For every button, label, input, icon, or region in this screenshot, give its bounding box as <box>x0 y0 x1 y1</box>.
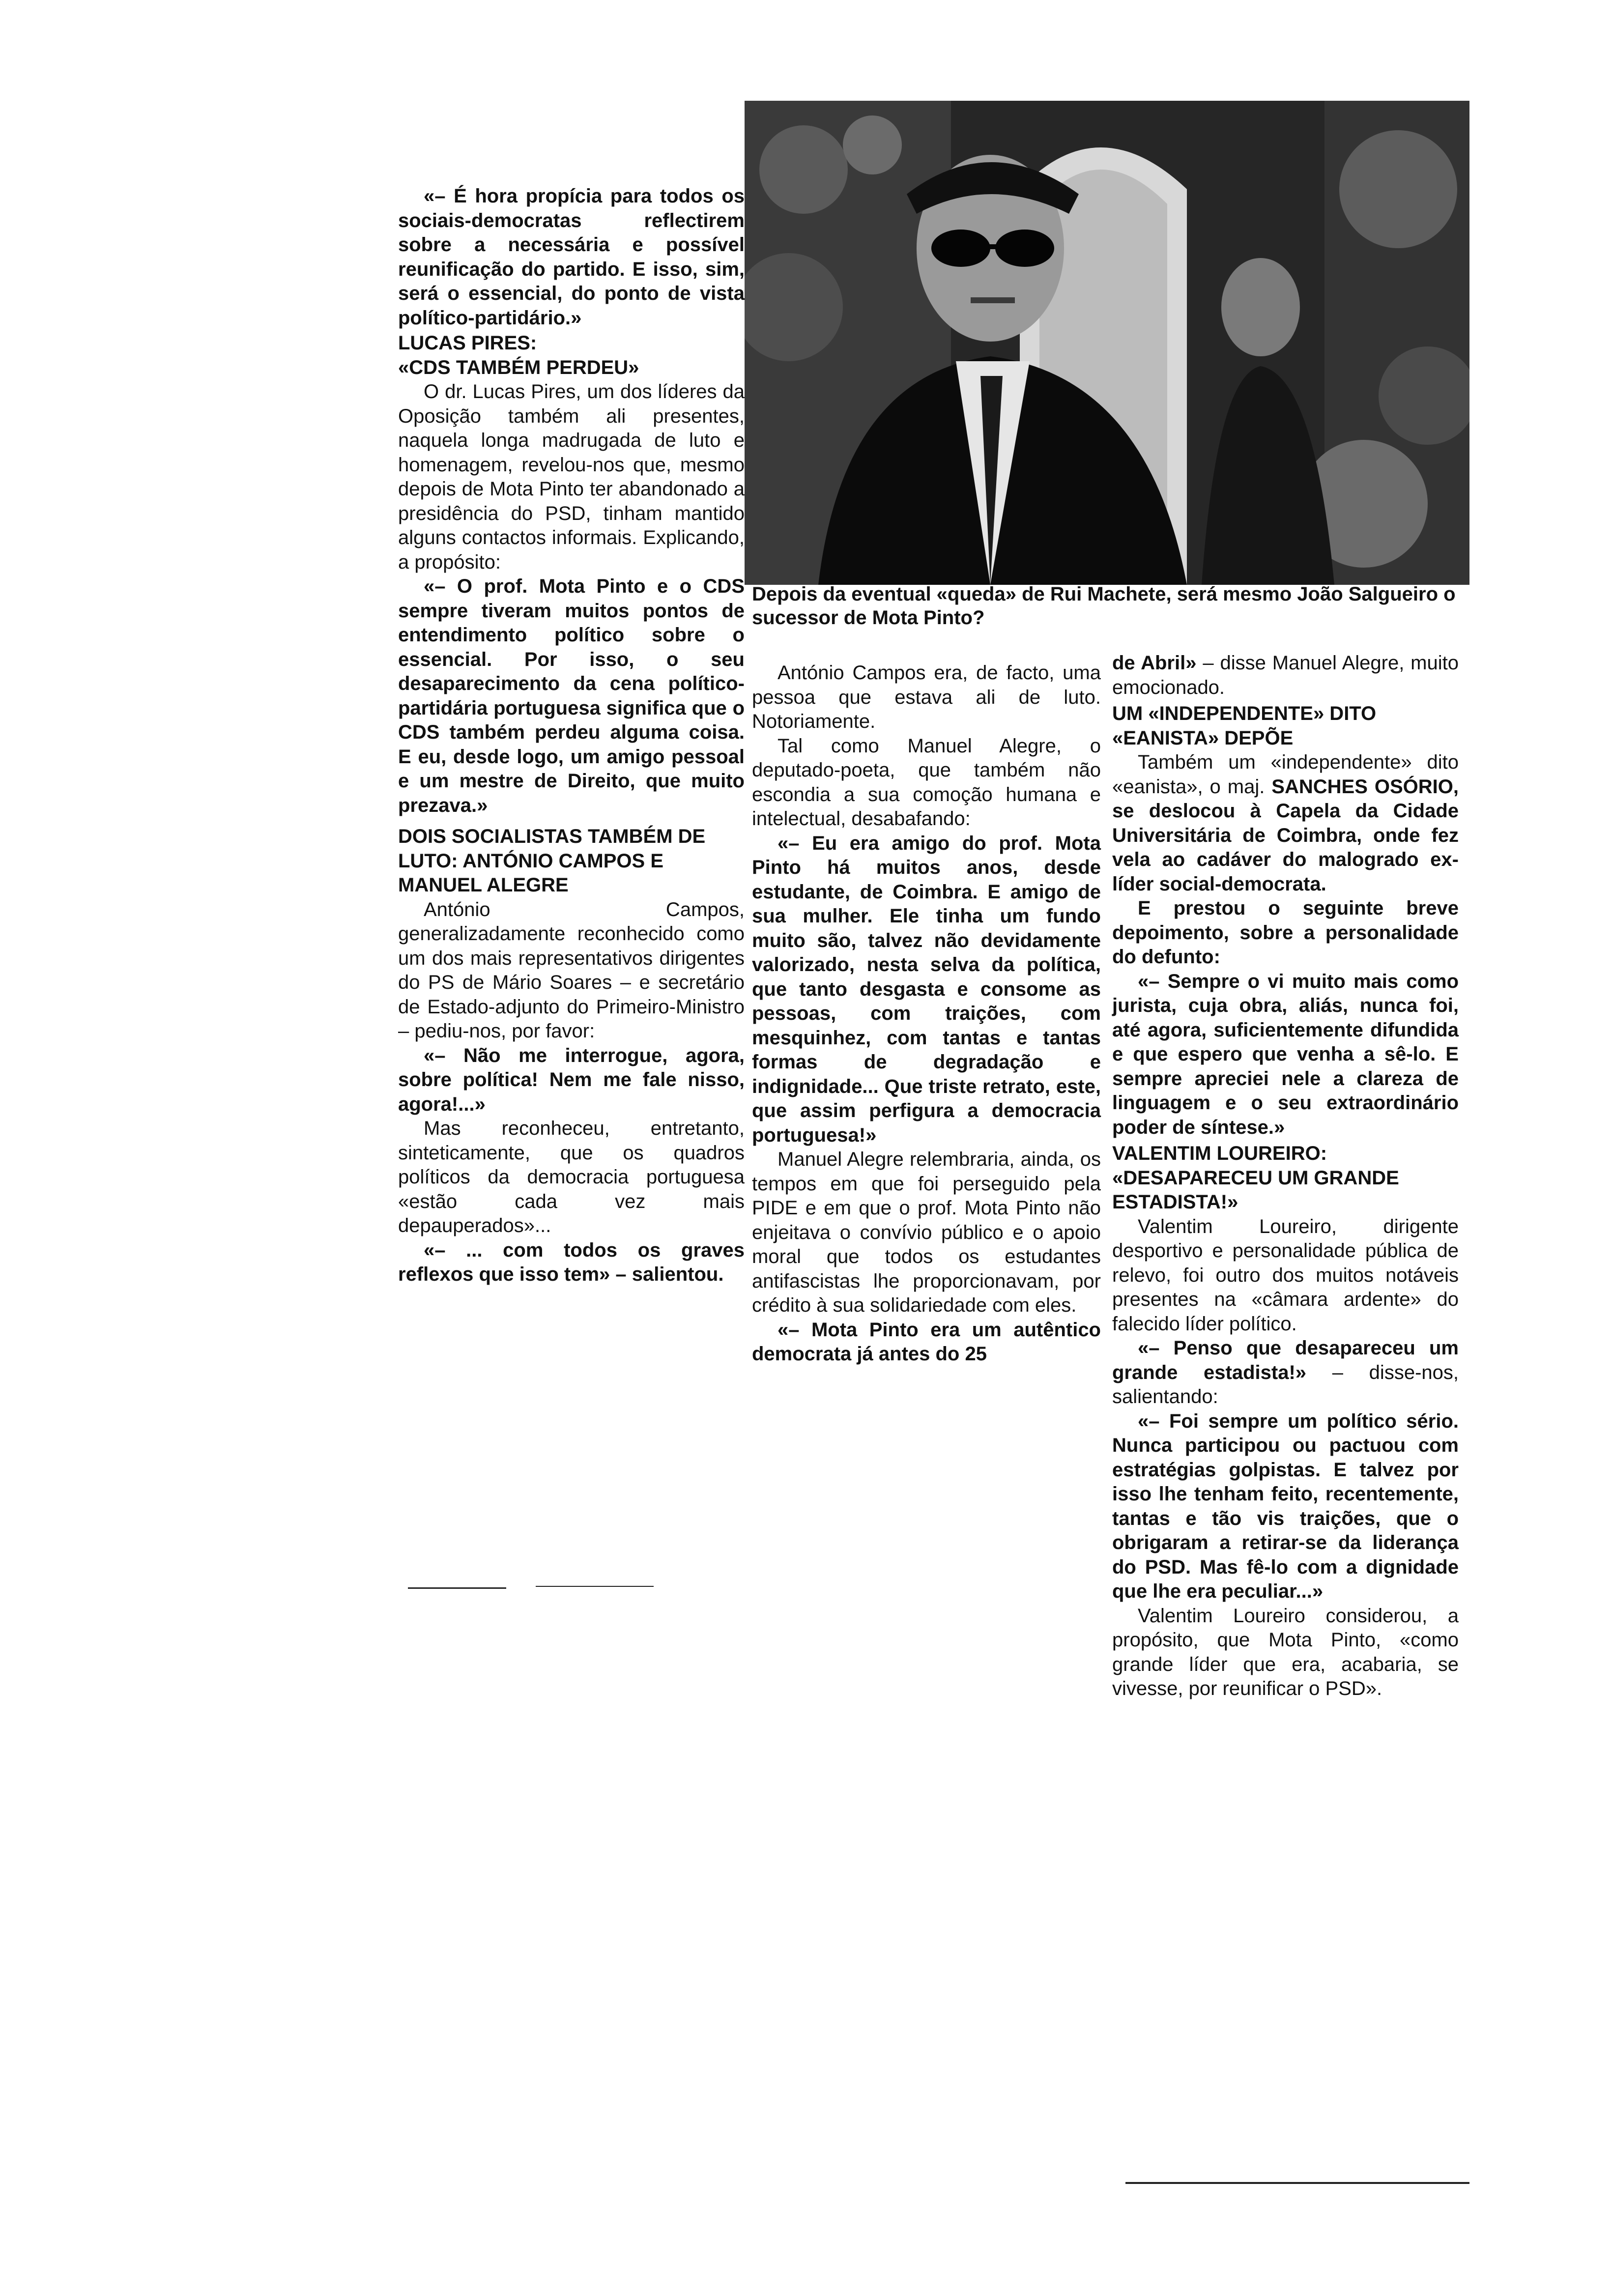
body-paragraph: Tal como Manuel Alegre, o deputado-poeta, que também não escondia a sua comoção humana e intelectual, desabafando: <box>752 735 1101 830</box>
body-text-bold: SANCHES OSÓRIO, se deslocou à Capela da Cidade Universitária de Coimbra, onde fez vela ao cadáver do malogrado ex-líder social-democrata. <box>1112 775 1459 895</box>
body-paragraph <box>1112 1336 1459 1409</box>
column-end-rule <box>408 1587 506 1589</box>
body-paragraph: António Campos era, de facto, uma pessoa que estava ali de luto. Notoriamente. <box>752 662 1101 732</box>
quote-paragraph: «– Não me interrogue, agora, sobre política! Nem me fale nisso, agora!...» <box>398 1044 745 1115</box>
body-paragraph: Valentim Loureiro considerou, a propósito, que Mota Pinto, «como grande líder que era, acabaria, se vivesse, por reunificar o PSD». <box>1112 1605 1459 1699</box>
quote-paragraph: «– Sempre o vi muito mais como jurista, cuja obra, aliás, nunca foi, até agora, suficientemente difundida e que espero que venha a sê-lo. E sempre apreciei nele a clareza de linguagem e o seu extraordinário poder de síntese.» <box>1112 970 1459 1138</box>
body-text: Também um «independente» dito «eanista», o maj. <box>1112 751 1459 798</box>
article-column-1 <box>398 184 745 1287</box>
section-heading: VALENTIM LOUREIRO: «DESAPARECEU UM GRANDE ESTADISTA!» <box>1112 1143 1399 1213</box>
body-paragraph: O dr. Lucas Pires, um dos líderes da Oposição também ali presentes, naquela longa madrugada de luto e homenagem, revelou-nos que, mesmo depois de Mota Pinto ter abandonado a presidência do PSD, tinham mantido alguns contactos informais. Explicando, a propósito: <box>398 381 745 573</box>
body-text: – disse-nos, salientando: <box>1112 1361 1459 1407</box>
body-paragraph: António Campos, generalizadamente reconhecido como um dos mais representativos dirigentes do PS de Mário Soares – e secretário de Estado-adjunto do Primeiro-Ministro – pediu-nos, por favor: <box>398 898 745 1042</box>
body-paragraph: Mas reconheceu, entretanto, sinteticamente, que os quadros políticos da democracia portuguesa «estão cada vez mais depauperados»... <box>398 1118 745 1236</box>
quote-paragraph: «– Eu era amigo do prof. Mota Pinto há muitos anos, desde estudante, de Coimbra. E amigo de sua mulher. Ele tinha um fundo muito são, talvez não devidamente valorizado, nesta selva da política, que tanto desgasta e consome as pessoas, com traições, com mesquinhez, com tantas e tantas formas de degradação e indignidade... Que triste retrato, este, que assim perfigura a democracia portuguesa!» <box>752 832 1101 1146</box>
section-heading: «CDS TAMBÉM PERDEU» <box>398 356 639 378</box>
body-paragraph <box>1112 750 1459 896</box>
article-column-2 <box>752 661 1101 1367</box>
quote-end: de Abril» <box>1112 652 1197 674</box>
body-paragraph <box>1112 651 1459 700</box>
section-heading: UM «INDEPENDENTE» DITO «EANISTA» DEPÕE <box>1112 703 1377 749</box>
column-end-rule <box>1125 2182 1469 2184</box>
section-heading: DOIS SOCIALISTAS TAMBÉM DE LUTO: ANTÓNIO CAMPOS E MANUEL ALEGRE <box>398 826 706 896</box>
article-column-3 <box>1112 651 1459 1701</box>
quote-paragraph: «– ... com todos os graves reflexos que isso tem» – salientou. <box>398 1239 745 1285</box>
quote-paragraph: «– Foi sempre um político sério. Nunca participou ou pactuou com estratégias golpistas. E talvez por isso lhe tenham feito, recentemente, tantas e tão vis traições, que o obrigaram a retirar-se da liderança do PSD. Mas fê-lo com a dignidade que lhe era peculiar...» <box>1112 1410 1459 1602</box>
photo-icon <box>745 101 1469 585</box>
quote-paragraph: «– É hora propícia para todos os sociais-democratas reflectirem sobre a necessária e possível reunificação do partido. E isso, sim, será o essencial, do ponto de vista político-partidário.» <box>398 185 745 329</box>
section-heading: LUCAS PIRES: <box>398 332 537 354</box>
news-photo <box>745 101 1469 585</box>
column-end-rule <box>536 1586 654 1587</box>
quote-text: «– Penso que desapareceu um grande estadista!» <box>1112 1337 1459 1383</box>
body-paragraph: Valentim Loureiro, dirigente desportivo e personalidade pública de relevo, foi outro dos muitos notáveis presentes na «câmara ardente» do falecido líder político. <box>1112 1215 1459 1335</box>
photo-caption: Depois da eventual «queda» de Rui Machete, será mesmo João Salgueiro o sucessor de Mota Pinto? <box>752 583 1456 629</box>
body-text: – disse Manuel Alegre, muito emocionado. <box>1112 652 1459 698</box>
body-paragraph: Manuel Alegre relembraria, ainda, os tempos em que foi perseguido pela PIDE e em que o prof. Mota Pinto não enjeitava o convívio público e o apoio moral que todos os estudantes antifascistas lhe proporcionavam, por crédito à sua solidariedade com eles. <box>752 1148 1101 1316</box>
quote-paragraph: «– O prof. Mota Pinto e o CDS sempre tiveram muitos pontos de entendimento político sobre o essencial. Por isso, o seu desaparecimento da cena político-partidária portuguesa significa que o CDS também perdeu alguma coisa. E eu, desde logo, um amigo pessoal e um mestre de Direito, que muito prezava.» <box>398 575 745 816</box>
quote-paragraph: E prestou o seguinte breve depoimento, sobre a personalidade do defunto: <box>1112 897 1459 968</box>
quote-paragraph: «– Mota Pinto era um autêntico democrata já antes do 25 <box>752 1319 1101 1365</box>
